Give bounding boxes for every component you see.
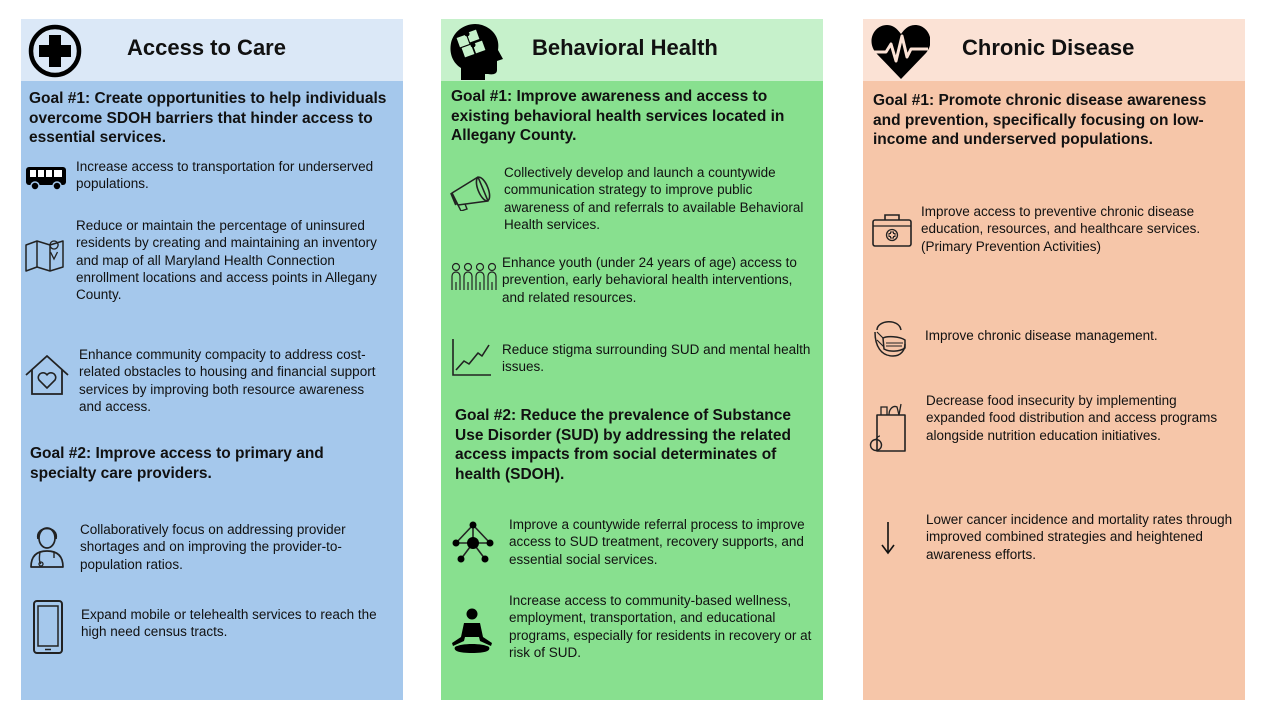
access-to-care-column — [21, 19, 403, 700]
list-item: Enhance community compacity to address cost-related obstacles to housing and financial support services by improving both resource awareness and access. — [79, 347, 376, 414]
chronic-disease-header — [863, 19, 1245, 81]
medical-cross-icon — [24, 21, 84, 81]
list-item: Improve a countywide referral process to improve access to SUD treatment, recovery supports, and essential social services. — [509, 517, 805, 567]
grocery-bag-icon — [869, 401, 911, 455]
goal-2-title: Goal #2: Improve access to primary and specialty care providers. — [30, 445, 324, 482]
goal-1-title: Goal #1: Improve awareness and access to existing behavioral health services located in Allegany County. — [451, 88, 785, 144]
behavioral-health-header — [441, 19, 823, 81]
goal-1-title: Goal #1: Promote chronic disease awareness and prevention, specifically focusing on low-income and underserved populations. — [873, 92, 1207, 148]
column-title: Chronic Disease — [962, 35, 1135, 60]
list-item: Decrease food insecurity by implementing expanded food distribution and access programs alongside nutrition education initiatives. — [926, 393, 1218, 443]
map-icon — [24, 239, 66, 273]
bus-icon — [24, 165, 68, 191]
goal-1-title: Goal #1: Create opportunities to help individuals overcome SDOH barriers that hinder access to essential services. — [29, 90, 387, 146]
meditation-icon — [449, 607, 495, 655]
list-item: Increase access to community-based wellness, employment, transportation, and educational programs, especially for residents in recovery or at risk of SUD. — [509, 593, 812, 660]
list-item: Reduce stigma surrounding SUD and mental health issues. — [502, 342, 811, 375]
list-item: Increase access to transportation for underserved populations. — [76, 159, 374, 192]
megaphone-icon — [448, 171, 494, 211]
heart-pulse-icon — [870, 21, 930, 81]
column-title: Behavioral Health — [532, 35, 718, 60]
house-heart-icon — [23, 353, 71, 397]
list-item: Collaboratively focus on addressing provider shortages and on improving the provider-to-population ratios. — [80, 522, 346, 572]
face-mask-icon — [871, 316, 909, 358]
list-item: Collectively develop and launch a countywide communication strategy to improve public awareness of and referrals to available Behavioral Health services. — [504, 165, 804, 232]
network-icon — [451, 521, 495, 565]
column-title: Access to Care — [127, 35, 286, 60]
head-puzzle-icon — [445, 21, 505, 81]
access-to-care-header — [21, 19, 403, 81]
list-item: Reduce or maintain the percentage of uninsured residents by creating and maintaining an inventory and map of all Maryland Health Connection enrollment locations and access points in Allegany County. — [76, 218, 377, 303]
list-item: Improve chronic disease management. — [925, 328, 1158, 343]
medical-kit-icon — [871, 212, 913, 248]
mobile-phone-icon — [32, 599, 64, 655]
list-item: Lower cancer incidence and mortality rates through improved combined strategies and heightened awareness efforts. — [926, 512, 1233, 562]
behavioral-health-column — [441, 19, 823, 700]
list-item: Expand mobile or telehealth services to reach the high need census tracts. — [81, 607, 377, 640]
trend-chart-icon — [451, 337, 493, 377]
list-item: Improve access to preventive chronic disease education, resources, and healthcare services. (Primary Prevention Activities) — [921, 204, 1201, 254]
youth-group-icon — [450, 262, 498, 292]
list-item: Enhance youth (under 24 years of age) access to prevention, early behavioral health interventions, and related resources. — [502, 255, 797, 305]
chronic-disease-column — [863, 19, 1245, 700]
doctor-icon — [27, 521, 67, 569]
arrow-down-icon — [879, 521, 897, 555]
goal-2-title: Goal #2: Reduce the prevalence of Substance Use Disorder (SUD) by addressing the related access impacts from social determinates of health (SDOH). — [455, 407, 791, 483]
